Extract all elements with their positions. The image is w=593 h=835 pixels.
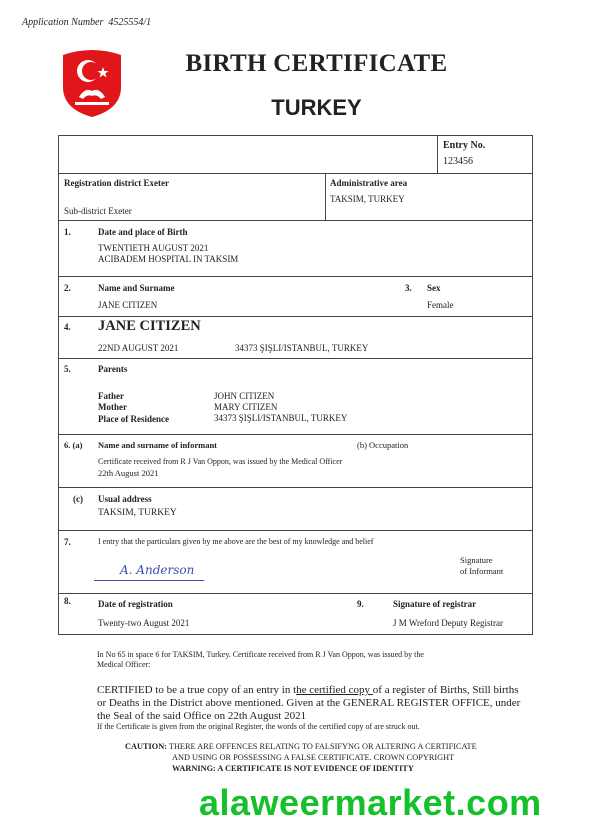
certification-line-2: or Deaths in the District above mentioned. Given at the GENERAL REGISTER OFFICE, under <box>97 697 521 709</box>
country-title: TURKEY <box>271 95 362 120</box>
informant-label: Name and surname of informant <box>98 440 217 450</box>
identity-warning: WARNING: A CERTIFICATE IS NOT EVIDENCE OF IDENTITY <box>172 764 414 773</box>
s1-num: 1. <box>64 227 71 237</box>
s2-num: 2. <box>64 283 71 293</box>
sex-label: Sex <box>427 283 441 293</box>
birth-date-place-label: Date and place of Birth <box>98 227 188 237</box>
caution-line-1: CAUTION: THERE ARE OFFENCES RELATING TO FALSIFYNG OR ALTERING A CERTIFICATE <box>125 742 477 751</box>
mother-label: Mother <box>98 402 127 412</box>
certification-line-3: the Seal of the said Office on 22th August 2021 <box>97 710 307 722</box>
registrar-signature-label: Signature of registrar <box>393 599 477 609</box>
certification-line-1: CERTIFIED to be a true copy of an entry in the certified copy of a register of Births, Still births <box>97 684 519 696</box>
child-name: JANE CITIZEN <box>98 318 201 334</box>
s7-num: 7. <box>64 537 71 547</box>
s9-num: 9. <box>357 599 364 609</box>
name-surname-label: Name and Surname <box>98 283 175 293</box>
entry-value: 123456 <box>443 156 473 167</box>
signature-label: Signature <box>460 555 493 565</box>
informant-line2: 22th August 2021 <box>98 468 159 478</box>
child-place: 34373 ŞIŞLI/ISTANBUL, TURKEY <box>235 343 369 353</box>
registrar-signature-value: J M Wreford Deputy Registrar <box>393 618 503 628</box>
s5-num: 5. <box>64 364 71 374</box>
s3-num: 3. <box>405 283 412 293</box>
caution-label: CAUTION: <box>125 742 167 751</box>
father-value: JOHN CITIZEN <box>214 391 275 401</box>
document-title: BIRTH CERTIFICATE <box>185 50 448 77</box>
admin-area-value: TAKSIM, TURKEY <box>330 194 405 204</box>
caution-line-2: AND USING OR POSSESSING A FALSE CERTIFICATE. CROWN COPYRIGHT <box>172 753 455 762</box>
registration-date-label: Date of registration <box>98 599 173 609</box>
mother-value: MARY CITIZEN <box>214 402 278 412</box>
signature-line <box>94 580 204 581</box>
usual-address-label: Usual address <box>98 494 152 504</box>
admin-area-label: Administrative area <box>330 178 408 188</box>
residence-label: Place of Residence <box>98 414 169 424</box>
s6c-num: (c) <box>73 494 83 504</box>
birth-date: TWENTIETH AUGUST 2021 <box>98 243 209 253</box>
watermark-text: alaweermarket.com <box>199 782 542 823</box>
name-surname-value: JANE CITIZEN <box>98 300 158 310</box>
of-informant-label: of Informant <box>460 566 504 576</box>
informant-signature: A. Anderson <box>120 563 195 577</box>
informant-declaration: I entry that the particulars given by me above are the best of my knowledge and belief <box>98 537 374 546</box>
certification-note: If the Certificate is given from the original Register, the words of the certified copy of are struck out. <box>97 722 420 731</box>
birth-place: ACIBADEM HOSPITAL IN TAKSIM <box>98 254 239 264</box>
residence-value: 34373 ŞIŞLI/ISTANBUL, TURKEY <box>214 413 348 423</box>
registration-date-value: Twenty-two August 2021 <box>98 618 190 628</box>
child-date: 22ND AUGUST 2021 <box>98 343 179 353</box>
registration-district: Registration district Exeter <box>64 178 169 188</box>
father-label: Father <box>98 391 124 401</box>
s8-num: 8. <box>64 596 71 606</box>
footer-note-2: Medical Officer: <box>97 660 151 669</box>
footer-note-1: In No 65 in space 6 for TAKSIM, Turkey. Certificate received from R J Van Oppon, was issued by the <box>97 650 424 659</box>
informant-line1: Certificate received from R J Van Oppon, was issued by the Medical Officer <box>98 457 343 466</box>
sex-value: Female <box>427 300 454 310</box>
parents-label: Parents <box>98 364 128 374</box>
s4-num: 4. <box>64 322 71 332</box>
usual-address-value: TAKSIM, TURKEY <box>98 508 177 518</box>
entry-label: Entry No. <box>443 140 486 151</box>
application-label: Application Number <box>22 17 104 28</box>
occupation-label: (b) Occupation <box>357 440 409 450</box>
sub-district: Sub-district Exeter <box>64 206 132 216</box>
s6-num: 6. (a) <box>64 440 83 450</box>
application-number <box>22 17 151 28</box>
application-number-value: 4525554/1 <box>108 17 152 28</box>
